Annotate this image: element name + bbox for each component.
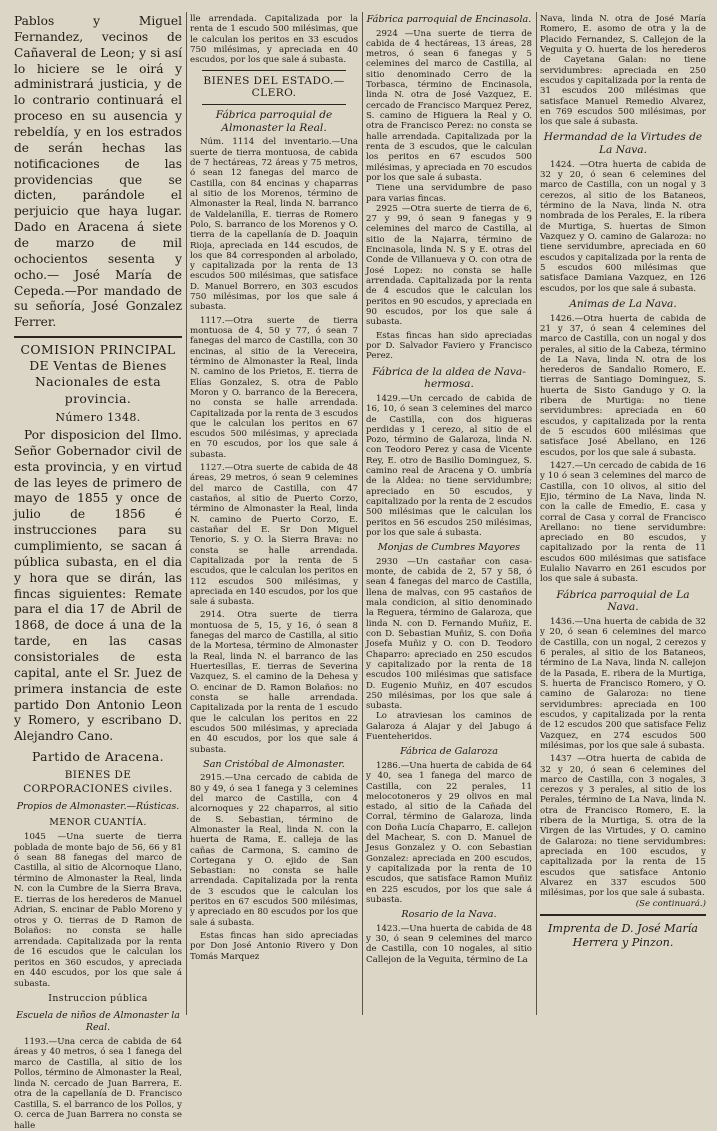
paragraph-1114: Núm. 1114 del inventario.—Una suerte de tierra montuosa, de cabida de 7 hectáreas, 72 áreas y 75 metros, ó sean 12 fanegas del marco de Castilla, con 84 encinas y chaparras al sitio de los Morenos, término de Almonaster la Real, linda N. barranco de Valdelanilla, E. tierras de Romero Polo, S. barranco de los Morenos y O. tierra de la capellanía de D. Joaquin Rioja, apreciada en 144 escudos, de los que 84 corresponden al arbolado, y capitalizada por la renta de 13 escudos 500 milésimas, que satisface D. Manuel Borrero, en 303 escudos 750 milésimas, por los que sale á subasta. [190,137,358,313]
heading-partido: Partido de Aracena. [31,749,164,765]
paragraph-servidumbre: Tiene una servidumbre de paso para varias fincas. [366,183,532,204]
printer-imprint: Imprenta de D. José María Herrera y Pinzon. [548,921,698,950]
paragraph-1127: 1127.—Otra suerte de cabida de 48 áreas, 29 metros, ó sean 9 celemines del marco de Castilla, con 47 castaños, al sitio de Puerto Corzo, término de Almonaster la Real, linda N. camino de Puerto Corzo, E. castañar del E. Sr Don Miguel Tenorio, S. y O. la Sierra Brava: no consta se halle arrendada. Capitalizada por la renta de 5 escudos, que le calculan los peritos en 112 escudos 500 milésimas, y apreciada en 140 escudos, por los que sale á subasta. [190,463,358,608]
paragraph-1437: 1437 —Otra huerta de cabida de 32 y 20, ó sean 6 celemines del marco de Castilla, con 3 nogales, 3 cerezos y 3 perales, al sitio de los Perales, término de La Nava, linda N. otra de Francisco Romero, E. la ribera de la Murtiga, S. otra de la Virgen de las Virtudes, y O. camino de Galaroza: no tiene servidumbres: apreciada en 100 escudos, y capitalizada por la renta de 15 escudos que satisface Antonio Alvarez en 337 escudos 500 milésimas, por los que sale á subasta. [540,754,706,899]
heading-encinasola: Fábrica parroquial de Encinasola. [366,14,532,25]
paragraph-1436: 1436.—Una huerta de cabida de 32 y 20, ó sean 6 celemines del marco de Castilla, con un nogal, 2 cerezos y 6 perales, al sitio de los Bataneos, término de La Nava, linda N. callejon de la Pasada, E. ribera de la Murtiga, S. huerta de Francisco Romero, y O. camino de Galaroza: no tiene servidumbres: apreciada en 100 escudos, y capitalizada por la renta de 12 escudos 200 que satisface Feliz Vazquez, en 274 escudos 500 milésimas, por los que sale á subasta. [540,617,706,751]
paragraph-1429: 1429.—Un cercado de cabida de 16, 10, ó sean 3 celemines del marco de Castilla, con dos higueras perdidas y 1 cerezo, al sitio de el Pozo, término de Galaroza, linda N. con Teodoro Perez y casa de Vicente Rey, E. otro de Basilio Dominguez, S. camino real de Aracena y O. umbría de la Aldea: no tiene servidumbre; apreciado en 50 escudos, y capitalizado por la renta de 2 escudos 500 milésimas que le calculan los peritos en 56 escudos 250 milésimas, por los que sale á subasta. [366,393,532,538]
heading-comision: COMISION PRINCIPAL DE Ventas de Bienes Nacionales de esta provincia. [20,342,176,406]
paragraph-1045: 1045 —Una suerte de tierra poblada de monte bajo de 56, 66 y 81 ó sean 88 fanegas del marco de Castilla, al sitio de Alcornoque Llano, término de Almonaster la Real, linda N. con la Cumbre de la Sierra Brava, E. tierras de los herederos de Manuel Adrian, S. encinar de Pablo Moreno y otros y O. tierras de D Ramon de Bolaños: no consta se halle arrendada. Capitalizada por la renta de 16 escudos que le calculan los peritos en 360 escudos, y apreciada en 440 escudos, por los que sale á subasta. [14,832,182,989]
paragraph-intro: Pablos y Miguel Fernandez, vecinos de Cañaveral de Leon; y si así lo hiciere se le oirá y administrará justicia, y de lo contrario continuará el proceso en su ausencia y rebeldía, y en los estrados de serán hechas las notificaciones de las providencias que se dicten, parándole el perjuicio que haya lugar. Dado en Aracena á siete de marzo de mil ochocientos sesenta y ocho.— José María de Cepeda.—Por mandado de su señoría, José Gonzalez Ferrer. [14,14,182,330]
column-divider [186,12,187,1015]
heading-nava-hermosa: Fábrica de la aldea de Nava-hermosa. [372,365,526,391]
heading-bienes-estado: BIENES DEL ESTADO.—CLERO. [203,74,345,100]
heading-instruccion: Instruccion pública [48,993,148,1005]
paragraph-tasadas: Estas fincas han sido apreciadas por Don José Antonio Rivero y Don Tomás Marquez [190,931,358,962]
paragraph-atraviesan: Lo atraviesan los caminos de Galaroza á Alajar y del Jabugo á Fuenteheridos. [366,711,532,743]
section-rule [540,914,706,916]
heading-monjas: Monjas de Cumbres Mayores [377,542,521,554]
paragraph-continuation: lle arrendada. Capitalizada por la renta de 1 escudo 500 milésimas, que le calculan los peritos en 33 escudos 750 milésimas, y apreciada en 40 escudos, por los que sale á subasta. [190,14,358,66]
column-4 [540,14,706,1013]
heading-fabrica-nava: Fábrica parroquial de La Nava. [556,588,690,614]
paragraph-1117: 1117.—Otra suerte de tierra montuosa de 4, 50 y 77, ó sean 7 fanegas del marco de Castilla, con 30 encinas, al sitio de la Vereceira, término de Almonaster la Real, linda N. camino de los Prietos, E. tierra de Elías Gonzalez, S. otra de Pablo Moron y O. barranco de la Berecera, no consta se halle arrendada. Capitalizada por la renta de 3 escudos que le calculan los peritos en 67 escudos 500 milésimas, y apreciada en 70 escudos, por los que sale á subasta. [190,315,358,460]
heading-rosario: Rosario de la Nava. [401,909,497,921]
heading-hermandad: Hermandad de la Virtudes de La Nava. [543,131,703,157]
section-rule [202,70,346,71]
section-rule [14,336,182,338]
heading-numero: Número 1348. [55,410,141,424]
paragraph-1424: 1424. —Otra huerta de cabida de 32 y 20, ó sean 6 celemines del marco de Castilla, con un nogal y 3 cerezos, al sitio de los Bataneos, término de la Nava, linda N. otra nombrada de los Perales, E. la ribera de Murtiga, S. huertas de Simon Vazquez y O. camino de Galaroza: no tiene servidumbre, apreciada en 60 escudos y capitalizada por la renta de 5 escudos 600 milésimas que satisface Damiana Vazquez, en 126 escudos, por los que sale á subasta. [540,159,706,294]
paragraph-continuation: Nava, linda N. otra de José María Romero, E. asomo de otra y la de Placido Fernandez, S. Callejon de la Veguita y O. huerta de los herederos de Cayetana Galan: no tiene servidumbres: apreciada en 250 escudos y capitalizada por la renta de 31 escudos 200 milésimas que satisface Manuel Remedio Alvarez, en 769 escudos 500 milésimas, por los que sale á subasta. [540,14,706,128]
column-divider [362,12,363,1015]
heading-fabrica-almonaster: Fábrica parroquial de Almonaster la Real. [215,108,333,134]
column-2 [190,14,358,1013]
heading-corporaciones: BIENES DE CORPORACIONES civiles. [23,769,173,795]
heading-escuela: Escuela de niños de Almonaster la Real. [16,1009,180,1033]
paragraph-2924: 2924 —Una suerte de tierra de cabida de 4 hectáreas, 13 áreas, 28 metros, ó sean 6 fanegas y 5 celemines del marco de Castilla, al sitio denominado Cerro de la Torbasca, término de Encinasola, linda N. otra de José Vazquez, E. cercado de Francisco Marquez Perez, S. camino de Higuera la Real y O. otra de Francisco Perez: no consta se halle arrendada. Capitalizada por la renta de 3 escudos, que le calculan los peritos en 67 escudos 500 milésimas, y apreciada en 70 escudos por los que sale á subasta. [366,28,532,183]
heading-menor-cuantia: MENOR CUANTÍA. [49,816,147,828]
column-3 [366,14,532,1013]
paragraph-1426: 1426.—Otra huerta de cabida de 21 y 37, ó sean 4 celemines del marco de Castilla, con un nogal y dos perales, al sitio de la Cabeza, término de La Nava, linda N. otra de los herederos de Sandalio Romero, E. tierras de Santiago Dominguez, S. huerta de Sisto Gandugo y O. la ribera de Murtiga: no tiene servidumbres: apreciada en 60 escudos, y capitalizada por la renta de 5 escudos 600 milésimas que satisface José Abellano, en 126 escudos, por los que sale á subasta. [540,313,706,458]
paragraph-1286: 1286.—Una huerta de cabida de 64 y 40, sea 1 fanega del marco de Castilla, con 22 perales, 11 melocotoneros y 29 olivos en mal estado, al sitio de la Cañada del Corral, término de Galaroza, linda con Doña Lucía Chaparro, E. callejon del Machear, S. con D. Manuel de Jesus Gonzalez y O. con Sebastian Gonzalez: apreciada en 200 escudos, y capitalizada por la renta de 10 escudos, que satisface Ramon Muñiz en 225 escudos, por los que sale á subasta. [366,760,532,905]
paragraph-1193: 1193.—Una cerca de cabida de 64 áreas y 40 metros, ó sea 1 fanega del marco de Castilla, al sitio de los Pollos, término de Almonaster la Real, linda N. cercado de Juan Barrera, E. otra de la capellanía de D. Francisco Castilla, S. el barranco de los Pollos, y O. cerca de Juan Barrera no consta se halle [14,1036,182,1131]
heading-propios: Propios de Almonaster.—Rústicas. [16,800,180,812]
paragraph-2930: 2930 —Un castañar con casa-monte, de cabida de 2, 57 y 58, ó sean 4 fanegas del marco de Castilla, llena de malvas, con 95 castaños de mala condicion, al sitio denominado la Reguera, término de Galaroza, que linda N. con D. Fernando Muñiz, E. con D. Sebastian Muñiz, S. con Doña Josefa Muñiz y O. con D. Teodoro Chaparro: apreciado en 250 escudos y capitalizado por la renta de 18 escudos 100 milésimas que satisface D. Eugenio Muñiz, en 407 escudos 250 milésimas, por los que sale á subasta. [366,556,532,712]
paragraph-2914: 2914. Otra suerte de tierra montuosa de 5, 15, y 16, ó sean 8 fanegas del marco de Castilla, al sitio de la Mortesa, término de Almonaster la Real, linda N. el barranco de las Huertesillas, E. tierras de Severina Vazquez, S. el camino de la Dehesa y O. encinar de D. Ramon Bolaños: no consta se halle arrendada. Capitalizada por la renta de 1 escudo que le calculan los peritos en 22 escudos 500 milésimas, y apreciada en 40 escudos, por los que sale á subasta. [190,610,358,755]
heading-san-cristobal: San Cristóbal de Almonaster. [203,758,345,770]
heading-galaroza: Fábrica de Galaroza [400,746,498,758]
column-1 [14,14,182,1131]
paragraph-disposicion: Por disposicion del Ilmo. Señor Gobernador civil de esta provincia, y en virtud de las leyes de primero de mayo de 1855 y once de julio de 1856 é instrucciones para su cumplimiento, se sacan á pública subasta, en el dia y hora que se dirán, las fincas siguientes: Remate para el dia 17 de Abril de 1868, de doce á una de la tarde, en las casas consistoriales de esta capital, ante el Sr. Juez de primera instancia de este partido Don Antonio Leon y Romero, y escribano D. Alejandro Cano. [14,427,182,744]
paragraph-2915: 2915.—Una cercado de cabida de 80 y 49, ó sea 1 fanega y 3 celemines del marco de Castilla, con 4 alcornoques y 22 chaparros, al sitio de S. Sebastian, término de Almonaster la Real, linda N. con la huerta de Rama, E. calleja de las cañas de Carmona, S. camino de Cortegana y O. ejido de San Sebastian: no consta se halle arrendada. Capitalizada por la renta de 3 escudos que le calculan los peritos en 67 escudos 500 milésimas, y apreciado en 80 escudos por los que sale á subasta. [190,773,358,928]
column-divider [536,12,537,1015]
paragraph-1427: 1427.—Un cercado de cabida de 16 y 10 ó sean 3 celemines del marco de Castilla, con 10 olivos, al sitio del Ejio, término de La Nava, linda N. con la calle de Emedio, E. casa y corral de Casa y corral de Francisco Arellano: no tiene servidumbre: apreciado en 80 escudos, y capitalizado por la renta de 11 escudos 600 milésimas que satisface Eulalio Navarro en 261 escudos por los que sale á subasta. [540,460,706,585]
heading-animas: Animas de La Nava. [569,297,677,310]
paragraph-1423: 1423.—Una huerta de cabida de 48 y 30, ó sean 9 celemines del marco de Castilla, con 10 nogales, al sitio Callejon de la Veguita, término de La [366,923,532,965]
paragraph-tasadas: Estas fincas han sido apreciadas por D. Salvador Faviero y Francisco Perez. [366,330,532,362]
continuation-note: (Se continuará.) [635,898,706,909]
paragraph-2925: 2925 —Otra suerte de tierra de 6, 27 y 99, ó sean 9 fanegas y 9 celemines del marco de Castilla, al sitio de la Najarra, término de Encinasola, linda N. S y E. otras del Conde de Villanueva y O. con otra de José Lopez: no consta se halle arrendada. Capitalizada por la renta de 4 escudos que le calculan los peritos en 90 escudos, y apreciada en 90 escudos, por los que sale á subasta. [366,203,532,328]
section-rule [202,104,346,105]
